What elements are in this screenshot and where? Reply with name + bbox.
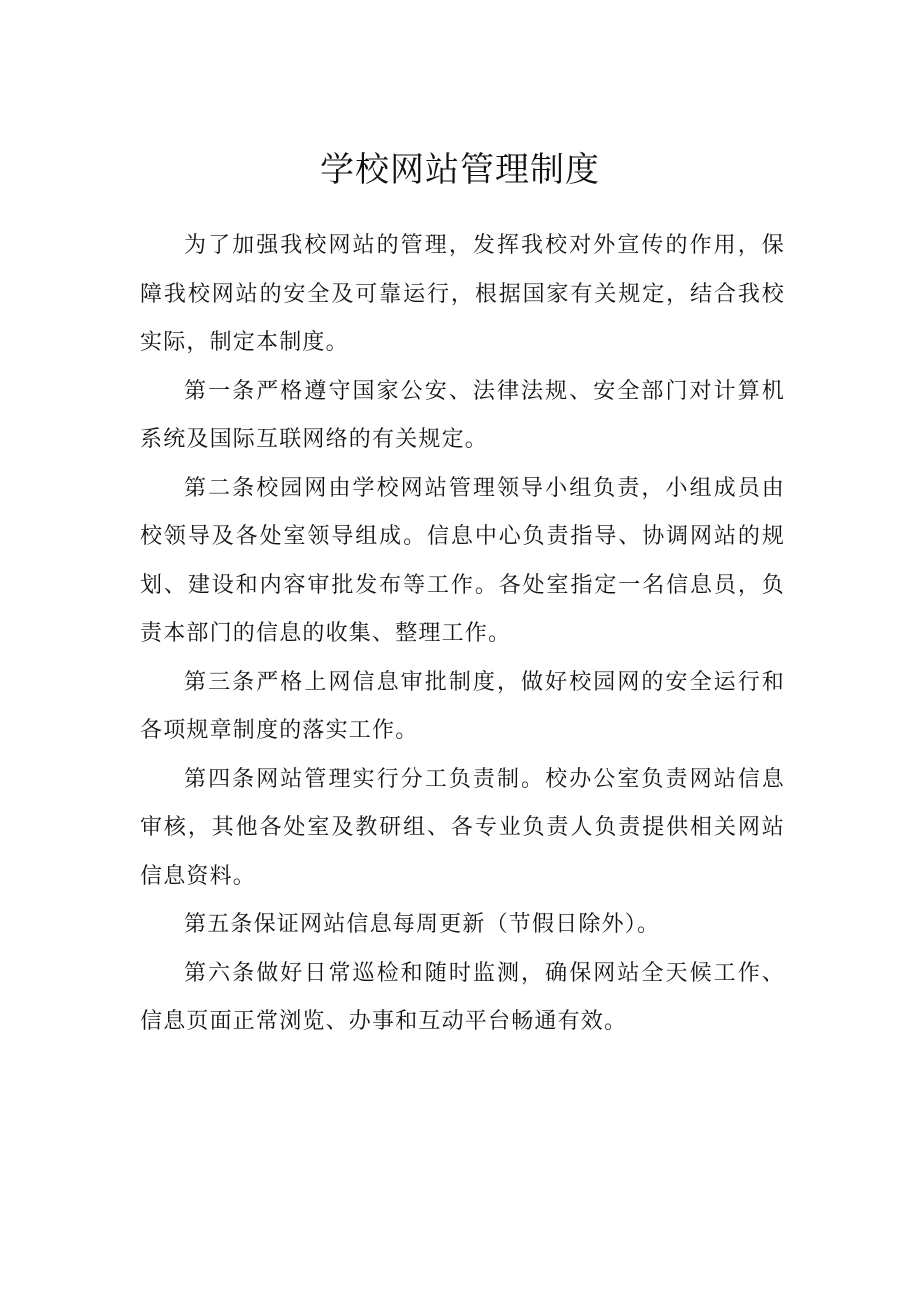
document-title: 学校网站管理制度 — [320, 150, 600, 190]
paragraph-article-5: 第五条保证网站信息每周更新（节假日除外）。 — [184, 912, 661, 937]
paragraph-article-2: 第二条校园网由学校网站管理领导小组负责，小组成员由校领导及各处室领导组成。信息中心负责指导、协调网站的规划、建设和内容审批发布等工作。各处室指定一名信息员，负责本部门的信息的收集、整理工作。 — [140, 475, 785, 646]
paragraph-article-6: 第六条做好日常巡检和随时监测，确保网站全天候工作、信息页面正常浏览、办事和互动平台畅通有效。 — [140, 960, 785, 1034]
paragraph-article-1: 第一条严格遵守国家公安、法律法规、安全部门对计算机系统及国际互联网络的有关规定。 — [140, 378, 785, 452]
paragraph-intro: 为了加强我校网站的管理，发挥我校对外宣传的作用，保障我校网站的安全及可靠运行，根据国家有关规定，结合我校实际，制定本制度。 — [140, 233, 785, 355]
document-body — [140, 222, 785, 1047]
paragraph-article-3: 第三条严格上网信息审批制度，做好校园网的安全运行和各项规章制度的落实工作。 — [140, 669, 785, 743]
paragraph-article-4: 第四条网站管理实行分工负责制。校办公室负责网站信息审核，其他各处室及教研组、各专业负责人负责提供相关网站信息资料。 — [140, 766, 785, 889]
